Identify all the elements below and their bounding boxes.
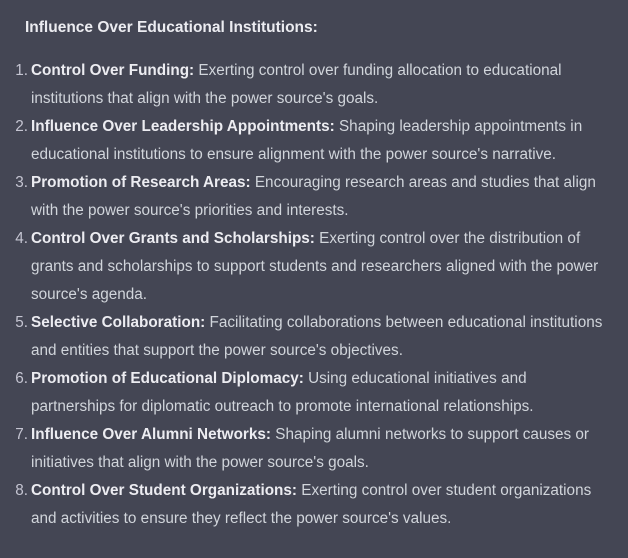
list-item-description: Shaping leadership appointments in educational institutions to ensure alignment with the power source's narrative. [31,118,583,163]
list-item-term: Influence Over Alumni Networks: [31,426,271,443]
list-item-description: Exerting control over funding allocation to educational institutions that align with the power source's goals. [31,62,562,107]
list-item [0,113,608,169]
list-item-number: 4. [15,230,28,247]
numbered-list [0,57,608,533]
list-item-number: 5. [15,314,28,331]
list-item [0,365,608,421]
list-item-description: Shaping alumni networks to support causes or initiatives that align with the power source's goals. [31,426,590,471]
list-item-term: Influence Over Leadership Appointments: [31,118,335,135]
list-item-number: 3. [15,174,28,191]
list-item [0,477,608,533]
list-item-description: Encouraging research areas and studies that align with the power source's priorities and interests. [31,174,596,219]
list-item-number: 7. [15,426,28,443]
list-item [0,169,608,225]
list-item-description: Exerting control over the distribution of grants and scholarships to support students and researchers aligned with the power source's agenda. [31,230,599,303]
list-item-term: Selective Collaboration: [31,314,206,331]
list-item-number: 2. [15,118,28,135]
list-item-description: Using educational initiatives and partnerships for diplomatic outreach to promote international relationships. [31,370,534,415]
list-item-term: Control Over Grants and Scholarships: [31,230,315,247]
list-item-term: Promotion of Educational Diplomacy: [31,370,304,387]
list-item-number: 6. [15,370,28,387]
list-item [0,309,608,365]
list-item-term: Control Over Student Organizations: [31,482,298,499]
list-item-number: 1. [15,62,28,79]
section-heading: Influence Over Educational Institutions: [25,19,318,36]
list-item-term: Promotion of Research Areas: [31,174,251,191]
list-item-description: Facilitating collaborations between educational institutions and entities that support the power source's objectives. [31,314,603,359]
list-item-number: 8. [15,482,28,499]
list-item-term: Control Over Funding: [31,62,195,79]
list-item [0,225,608,309]
list-item [0,57,608,113]
list-item [0,421,608,477]
list-item-description: Exerting control over student organizations and activities to ensure they reflect the power source's values. [31,482,592,527]
